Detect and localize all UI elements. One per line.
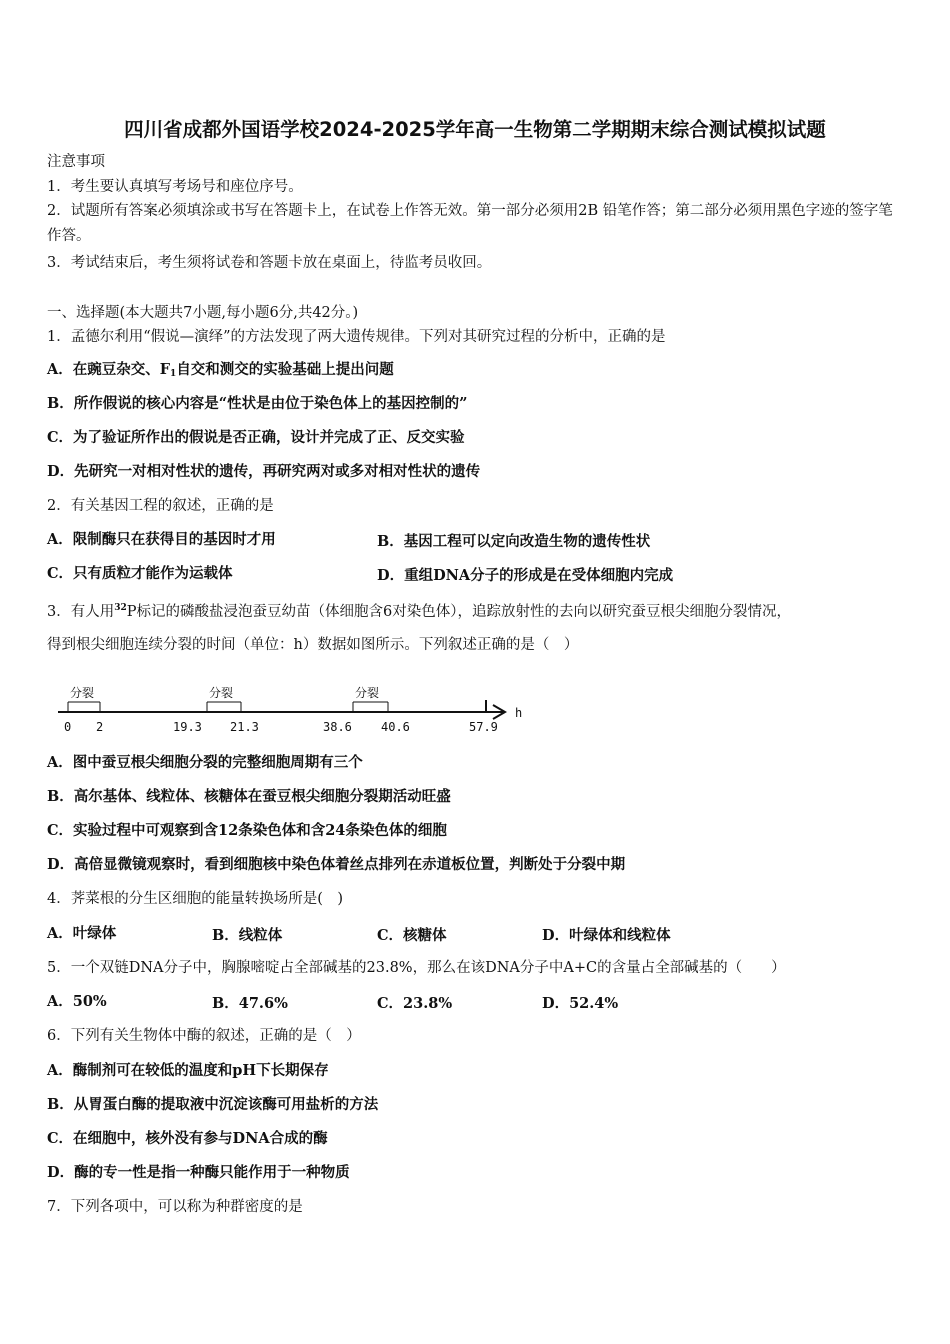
q6-option-b: B．从胃蛋白酶的提取液中沉淀该酶可用盐析的方法: [47, 1096, 379, 1113]
q3-timeline-svg: [55, 680, 535, 740]
tick-label-40-6: 40.6: [381, 720, 410, 734]
q3-option-c: C．实验过程中可观察到含12条染色体和含24条染色体的细胞: [47, 822, 447, 839]
notice-item-3: 3．考试结束后，考生须将试卷和答题卡放在桌面上，待监考员收回。: [47, 255, 492, 271]
q6-stem: 6．下列有关生物体中酶的叙述，正确的是（ ）: [47, 1028, 361, 1044]
q6-option-a: A．酶制剂可在较低的温度和pH下长期保存: [47, 1062, 329, 1079]
q4-option-a: A．叶绿体: [47, 925, 117, 942]
q2-option-d: D．重组DNA分子的形成是在受体细胞内完成: [377, 567, 674, 584]
division-1-label: 分裂: [70, 686, 95, 700]
q4-option-d: D．叶绿体和线粒体: [542, 927, 671, 944]
q3-option-b: B．高尔基体、线粒体、核糖体在蚕豆根尖细胞分裂期活动旺盛: [47, 788, 451, 805]
q6-option-c: C．在细胞中，核外没有参与DNA合成的酶: [47, 1130, 328, 1147]
q1-option-a: [47, 360, 394, 384]
q4-option-b: B．线粒体: [212, 927, 283, 944]
tick-label-19-3: 19.3: [173, 720, 202, 734]
tick-label-2: 2: [96, 720, 104, 734]
q1-option-a-post: 自交和测交的实验基础上提出问题: [176, 361, 394, 378]
q4-option-c: C．核糖体: [377, 927, 447, 944]
q3-stem-sup: 32: [114, 603, 127, 613]
notice-item-2: 2．试题所有答案必须填涂或书写在答题卡上，在试卷上作答无效。第一部分必须用2B 铅笔作答；第二部分必须用黑色字迹的签字笔作答。: [47, 203, 893, 244]
page-title: 四川省成都外国语学校2024-2025学年高一生物第二学期期末综合测试模拟试题: [124, 118, 826, 141]
q3-stem-post: P标记的磷酸盐浸泡蚕豆幼苗（体细胞含6对染色体），追踪放射性的去向以研究蚕豆根尖细胞分裂情况，: [126, 604, 791, 620]
q5-option-b: B．47.6%: [212, 995, 288, 1012]
tick-label-0: 0: [64, 720, 72, 734]
notice-item-1: 1．考生要认真填写考场号和座位序号。: [47, 179, 303, 195]
q1-option-a-pre: A．在豌豆杂交、F: [47, 361, 171, 378]
q2-option-a: A．限制酶只在获得目的基因时才用: [47, 531, 276, 548]
q1-stem: 1．孟德尔利用“假说—演绎”的方法发现了两大遗传规律。下列对其研究过程的分析中，正确的是: [47, 329, 666, 345]
q5-option-a: A．50%: [47, 993, 107, 1010]
q1-option-c: C．为了验证所作出的假说是否正确，设计并完成了正、反交实验: [47, 429, 465, 446]
q5-stem: 5．一个双链DNA分子中，胸腺嘧啶占全部碱基的23.8%，那么在该DNA分子中A+C的含量占全部碱基的（ ）: [47, 960, 786, 976]
timeline-unit: h: [515, 706, 523, 720]
q2-option-c: C．只有质粒才能作为运载体: [47, 565, 233, 582]
q3-option-d: D．高倍显微镜观察时，看到细胞核中染色体着丝点排列在赤道板位置，判断处于分裂中期: [47, 856, 626, 873]
q5-option-d: D．52.4%: [542, 995, 619, 1012]
q2-option-b: B．基因工程可以定向改造生物的遗传性状: [377, 533, 651, 550]
q3-option-a: A．图中蚕豆根尖细胞分裂的完整细胞周期有三个: [47, 754, 363, 771]
division-2-label: 分裂: [209, 686, 234, 700]
tick-label-38-6: 38.6: [323, 720, 352, 734]
notice-heading: 注意事项: [47, 154, 105, 170]
section-heading: 一、选择题(本大题共7小题,每小题6分,共42分。): [47, 305, 359, 321]
q7-stem: 7．下列各项中，可以称为种群密度的是: [47, 1199, 303, 1215]
q3-stem-pre: 3．有人用: [47, 604, 115, 620]
q1-option-d: D．先研究一对相对性状的遗传，再研究两对或多对相对性状的遗传: [47, 463, 481, 480]
division-3-label: 分裂: [355, 686, 380, 700]
q1-option-b: B．所作假说的核心内容是“性状是由位于染色体上的基因控制的”: [47, 395, 468, 412]
q3-stem-line-2: 得到根尖细胞连续分裂的时间（单位：h）数据如图所示。下列叙述正确的是（ ）: [47, 637, 579, 653]
q3-stem: [47, 598, 791, 622]
q1-option-a-sub: 1: [170, 369, 177, 379]
tick-label-21-3: 21.3: [230, 720, 259, 734]
q3-timeline-figure: [55, 680, 535, 740]
tick-label-57-9: 57.9: [469, 720, 498, 734]
q6-option-d: D．酶的专一性是指一种酶只能作用于一种物质: [47, 1164, 350, 1181]
q4-stem: 4．荠菜根的分生区细胞的能量转换场所是( ): [47, 891, 344, 907]
q2-stem: 2．有关基因工程的叙述，正确的是: [47, 498, 274, 514]
q5-option-c: C．23.8%: [377, 995, 453, 1012]
